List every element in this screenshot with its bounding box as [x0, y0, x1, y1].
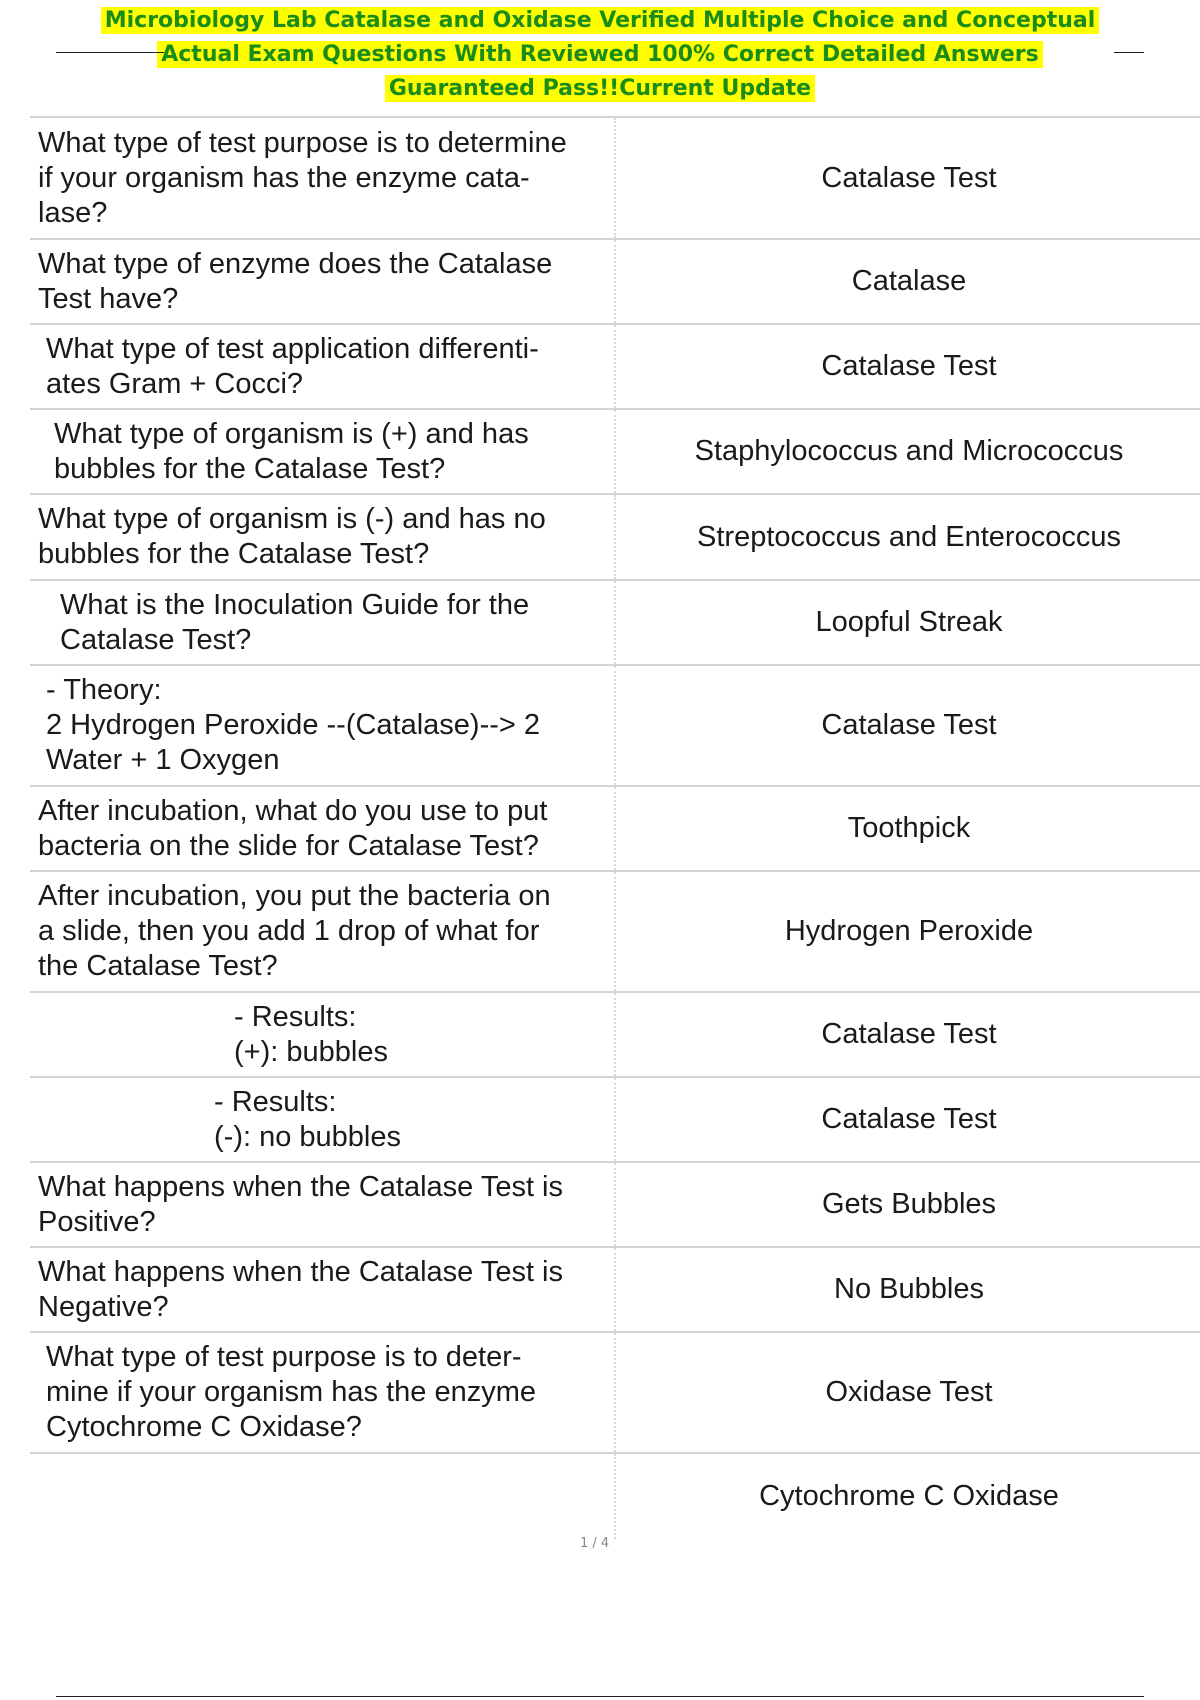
table-row	[30, 494, 1200, 580]
answer-text: Catalase Test	[821, 1103, 997, 1135]
title-line-3-text: Guaranteed Pass!!Current Update	[385, 75, 815, 102]
question-text: - Results: (+): bubbles	[234, 1000, 388, 1068]
question-cell	[30, 786, 615, 871]
question-cell	[30, 117, 615, 239]
title-line-3	[0, 72, 1200, 106]
title-line-2	[0, 38, 1200, 72]
question-cell	[30, 580, 615, 665]
answer-cell	[615, 117, 1200, 239]
question-cell	[30, 1247, 615, 1332]
answer-cell	[615, 494, 1200, 580]
answer-text: No Bubbles	[834, 1273, 984, 1305]
title-line-2-text: Actual Exam Questions With Reviewed 100% Correct Detailed Answers	[157, 41, 1043, 68]
bottom-rule	[56, 1696, 1144, 1697]
table-row	[30, 117, 1200, 239]
question-text: - Theory: 2 Hydrogen Peroxide --(Catalase)--> 2 Water + 1 Oxygen	[46, 674, 541, 776]
question-text: After incubation, you put the bacteria on a slide, then you add 1 drop of what for the Catalase Test?	[38, 880, 551, 982]
table-row	[30, 665, 1200, 786]
answer-cell	[615, 1247, 1200, 1332]
answer-text: Gets Bubbles	[821, 1188, 997, 1220]
answer-cell	[615, 1162, 1200, 1247]
document-title	[0, 4, 1200, 106]
answer-text: Streptococcus and Enterococcus	[697, 520, 1121, 553]
table-row	[30, 786, 1200, 871]
table-row	[30, 580, 1200, 665]
table-row	[30, 1247, 1200, 1332]
question-text: What type of test purpose is to determine if your organism has the enzyme cata- lase?	[38, 126, 567, 229]
question-text: What happens when the Catalase Test is Positive?	[38, 1170, 564, 1238]
answer-cell	[615, 580, 1200, 665]
table-row	[30, 1077, 1200, 1162]
question-cell	[30, 1453, 615, 1539]
table-row	[30, 1453, 1200, 1539]
question-cell	[30, 871, 615, 992]
table-row	[30, 1162, 1200, 1247]
answer-text: Catalase Test	[821, 350, 997, 382]
title-line-1-text: Microbiology Lab Catalase and Oxidase Verified Multiple Choice and Conceptual	[101, 7, 1100, 34]
answer-text: Oxidase Test	[825, 1376, 993, 1408]
answer-text: Loopful Streak	[815, 606, 1003, 638]
answer-text: Staphylococcus and Micrococcus	[694, 435, 1124, 467]
answer-text: Toothpick	[847, 812, 971, 844]
question-text: What type of test purpose is to deter- mine if your organism has the enzyme Cytochrome C Oxidase?	[46, 1341, 536, 1443]
answer-cell	[615, 786, 1200, 871]
question-cell	[30, 324, 615, 409]
question-text: What happens when the Catalase Test is Negative?	[38, 1255, 564, 1323]
title-line-1	[0, 4, 1200, 38]
question-cell	[30, 665, 615, 786]
table-row	[30, 871, 1200, 992]
question-cell	[30, 1332, 615, 1453]
answer-text: Catalase Test	[821, 1018, 997, 1050]
answer-cell	[615, 1077, 1200, 1162]
page-number: 1 / 4	[580, 1536, 610, 1551]
question-cell	[30, 1077, 615, 1162]
title-rule-right	[1114, 52, 1144, 53]
question-cell	[30, 239, 615, 324]
table-row	[30, 992, 1200, 1077]
question-text: What type of test application differenti- ates Gram + Cocci?	[46, 332, 539, 400]
table-row	[30, 1332, 1200, 1453]
question-text: What type of enzyme does the Catalase Test have?	[38, 247, 553, 315]
table-row	[30, 409, 1200, 494]
answer-cell	[615, 409, 1200, 494]
title-rule-left	[56, 52, 164, 53]
answer-text: Catalase	[851, 265, 967, 297]
answer-cell	[615, 1332, 1200, 1453]
answer-cell	[615, 665, 1200, 786]
table-row	[30, 239, 1200, 324]
answer-text: Catalase Test	[821, 709, 997, 741]
question-cell	[30, 1162, 615, 1247]
answer-text: Cytochrome C Oxidase	[759, 1480, 1059, 1512]
question-text: What type of organism is (-) and has no bubbles for the Catalase Test?	[38, 503, 546, 570]
question-cell	[30, 409, 615, 494]
qa-table	[30, 116, 1200, 1539]
answer-cell	[615, 239, 1200, 324]
answer-cell	[615, 992, 1200, 1077]
question-text: What is the Inoculation Guide for the Catalase Test?	[60, 588, 530, 656]
question-cell	[30, 992, 615, 1077]
question-text: - Results: (-): no bubbles	[214, 1085, 401, 1153]
table-row	[30, 324, 1200, 409]
answer-cell	[615, 871, 1200, 992]
question-text: What type of organism is (+) and has bubbles for the Catalase Test?	[54, 417, 529, 485]
answer-cell	[615, 1453, 1200, 1539]
answer-cell	[615, 324, 1200, 409]
question-text: After incubation, what do you use to put bacteria on the slide for Catalase Test?	[38, 794, 548, 862]
answer-text: Hydrogen Peroxide	[784, 915, 1034, 947]
answer-text: Catalase Test	[821, 161, 997, 194]
question-cell	[30, 494, 615, 580]
